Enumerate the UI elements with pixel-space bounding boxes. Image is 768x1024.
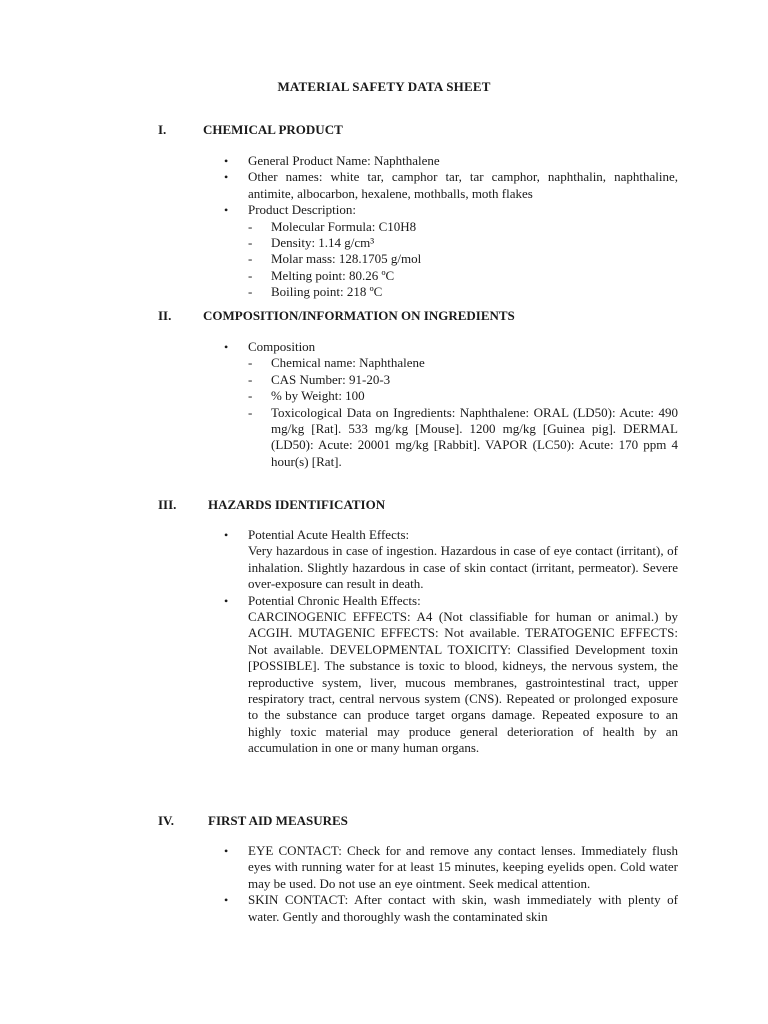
list-item: • Product Description: [248,202,678,218]
section-body-first-aid [248,843,678,925]
list-item: • General Product Name: Naphthalene [248,153,678,169]
list-item: • Potential Acute Health Effects: [248,527,678,543]
property-item: - Boiling point: 218 ºC [248,284,678,300]
composition-item: - Chemical name: Naphthalene [248,355,678,371]
list-item: • EYE CONTACT: Check for and remove any contact lenses. Immediately flush eyes with running water for at least 15 minutes, keeping eyelids open. Cold water may be used. Do not use an eye ointment. Seek medical attention. [248,843,678,892]
section-number: IV. [158,813,175,828]
property-item: - Molar mass: 128.1705 g/mol [248,251,678,267]
property-item: - Melting point: 80.26 ºC [248,268,678,284]
list-item: • Potential Chronic Health Effects: [248,593,678,609]
list-item: • SKIN CONTACT: After contact with skin, wash immediately with plenty of water. Gently and thoroughly wash the contaminated skin [248,892,678,925]
section-body-composition [248,339,678,470]
composition-item: - % by Weight: 100 [248,388,678,404]
section-body-chemical-product [248,153,678,301]
section-number: I. [158,122,167,137]
section-title: COMPOSITION/INFORMATION ON INGREDIENTS [203,308,515,323]
composition-item: - Toxicological Data on Ingredients: Naphthalene: ORAL (LD50): Acute: 490 mg/kg [Rat]. 533 mg/kg [Mouse]. 1200 mg/kg [Guinea pig]. DERMAL (LD50): Acute: 20001 mg/kg [Rabbit]. VAPOR (LC50): Acute: 170 ppm 4 hour(s) [Rat]. [248,405,678,471]
document-title: MATERIAL SAFETY DATA SHEET [277,79,491,94]
section-body-hazards [248,527,678,757]
section-title: HAZARDS IDENTIFICATION [208,497,386,512]
section-number: III. [158,497,177,512]
property-item: - Molecular Formula: C10H8 [248,219,678,235]
property-item: - Density: 1.14 g/cm³ [248,235,678,251]
list-item: • Composition [248,339,678,355]
section-number: II. [158,308,172,323]
section-title: FIRST AID MEASURES [208,813,348,828]
section-title: CHEMICAL PRODUCT [203,122,343,137]
paragraph: Very hazardous in case of ingestion. Hazardous in case of eye contact (irritant), of inhalation. Slightly hazardous in case of skin contact (irritant, permeator). Severe over-exposure can result in death. [248,543,678,592]
list-item: • Other names: white tar, camphor tar, tar camphor, naphthalin, naphthaline, antimite, albocarbon, hexalene, mothballs, moth flakes [248,169,678,202]
paragraph: CARCINOGENIC EFFECTS: A4 (Not classifiable for human or animal.) by ACGIH. MUTAGENIC EFFECTS: Not available. TERATOGENIC EFFECTS: Not available. DEVELOPMENTAL TOXICITY: Classified Development toxin [POSSIBLE]. The substance is toxic to blood, kidneys, the nervous system, the reproductive system, liver, mucous membranes, gastrointestinal tract, upper respiratory tract, central nervous system (CNS). Repeated or prolonged exposure to the substance can produce target organs damage. Repeated exposure to an highly toxic material may produce general deterioration of health by an accumulation in one or many human organs. [248,609,678,756]
composition-item: - CAS Number: 91-20-3 [248,372,678,388]
